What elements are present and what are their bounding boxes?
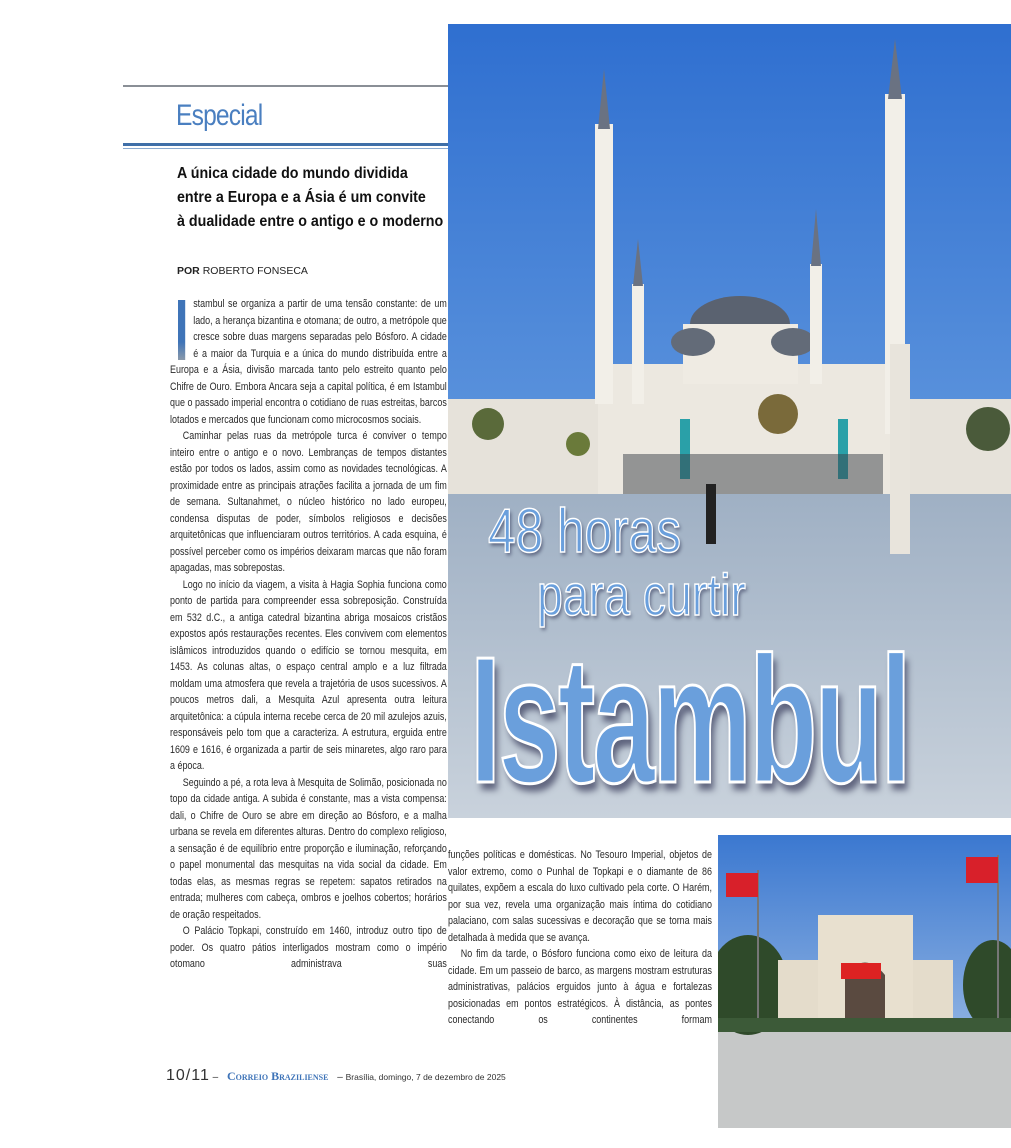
paragraph: Caminhar pelas ruas da metrópole turca é conviver o tempo inteiro entre o antigo e o novo. Lembranças de tempos distantes estão por todos os lados, assim como as novidades tecnológicas. A proximidade entre as principais atrações facilita a jornada de um fim de semana. Sultanahmet, o núcleo histórico no lado europeu, condensa disputas de poder, símbolos religiosos e decisões arquitetônicas que influenciaram outros territórios. A cada esquina, é possível perceber como os impérios deixaram marcas que não foram apagadas, mas sobrepostas. (170, 430, 447, 574)
section-rule-thin (123, 148, 448, 149)
article-column-1 (170, 296, 447, 973)
headline-main: Istambul (470, 620, 910, 821)
drop-cap (178, 300, 185, 360)
gate-image (718, 835, 1011, 1128)
deck-line: A única cidade do mundo dividida (177, 165, 408, 182)
footer-separator: – (337, 1072, 343, 1083)
paragraph-text: stambul se organiza a partir de uma tensão constante: de um lado, a herança bizantina e otomana; de outro, a metrópole que cresce sobre duas margens separadas pelo Bósforo. A cidade é a maior da Turquia e a única do mundo distribuída entre a Europa e a Ásia, divisão marcada tanto pelo estreito quanto pelo Chifre de Ouro. Embora Ancara seja a capital política, é em Istambul que o passado imperial encontra o cotidiano de ruas estreitas, barcos lotados e mercados que funcionam como microcosmos sociais. (170, 298, 447, 426)
top-rule (123, 85, 448, 87)
headline-line-1: 48 horas (488, 497, 682, 566)
headline-line-2: para curtir (537, 563, 746, 628)
deck (177, 162, 444, 234)
paragraph (170, 296, 447, 428)
deck-line: à dualidade entre o antigo e o moderno (177, 213, 444, 230)
section-rule (123, 143, 448, 146)
university-gate-photo (718, 835, 1011, 1128)
paragraph: Seguindo a pé, a rota leva à Mesquita de Solimão, posicionada no topo da cidade antiga. A subida é constante, mas a vista compensa: dali, o Chifre de Ouro se abre em direção ao Bósforo, e a malha urbana se revela em diferentes alturas. Dentro do complexo religioso, a sensação é de equilíbrio entre proporção e iluminação, reforçando o papel monumental das mesquitas na vida social da cidade. Em todas elas, as mesmas regras se repetem: sapatos retirados na entrada; mulheres com cabeça, ombros e joelhos cobertos; horários de oração respeitados. (170, 776, 447, 921)
byline-name: ROBERTO FONSECA (202, 265, 308, 277)
page-footer (166, 1066, 506, 1088)
section-label: Especial (176, 99, 263, 132)
page-numbers: 10/11 (166, 1067, 210, 1084)
footer-separator: – (212, 1072, 219, 1083)
article-column-2 (448, 847, 712, 1029)
paragraph: funções políticas e domésticas. No Tesouro Imperial, objetos de valor extremo, como o Punhal de Topkapi e o diamante de 86 quilates, expõem a escala do luxo cultivado pela corte. O Harém, por sua vez, revela uma organização mais íntima do cotidiano palaciano, com salas sucessivas e decoração que se torna mais detalhada à medida que se avança. (448, 849, 712, 944)
paragraph: No fim da tarde, o Bósforo funciona como eixo de leitura da cidade. Em um passeio de barco, as margens mostram estruturas administrativas, palácios erguidos junto à água e fortalezas posicionadas em pontos estratégicos. À distância, as pontes conectando os continentes formam (448, 948, 712, 1026)
paragraph: O Palácio Topkapi, construído em 1460, introduz outro tipo de poder. Os quatro pátios interligados mostram como o império otomano administrava suas (170, 925, 447, 970)
byline (177, 264, 308, 278)
newspaper-logo: Correio Braziliense (226, 1069, 329, 1083)
deck-line: entre a Europa e a Ásia é um convite (177, 189, 426, 206)
edition-date: Brasília, domingo, 7 de dezembro de 2025 (345, 1072, 506, 1082)
byline-prefix: POR (177, 265, 200, 277)
paragraph: Logo no início da viagem, a visita à Hagia Sophia funciona como ponto de partida para compreender essa sobreposição. Construída em 532 d.C., a antiga catedral bizantina abriga mosaicos cristãos expostos após restaurações recentes. Eles convivem com elementos islâmicos introduzidos quando o edifício se tornou mesquita, em 1453. As colunas altas, o espaço central amplo e a luz filtrada moldam uma atmosfera que revela a trajetória de usos sucessivos. A poucos metros dali, a Mesquita Azul apresenta outra leitura arquitetônica: a cúpula interna recebe cerca de 20 mil azulejos azuis, responsáveis pelo tom que a caracteriza. A estrutura, erguida entre 1609 e 1616, é organizada a partir de seis minaretes, algo raro para a época. (170, 578, 447, 772)
